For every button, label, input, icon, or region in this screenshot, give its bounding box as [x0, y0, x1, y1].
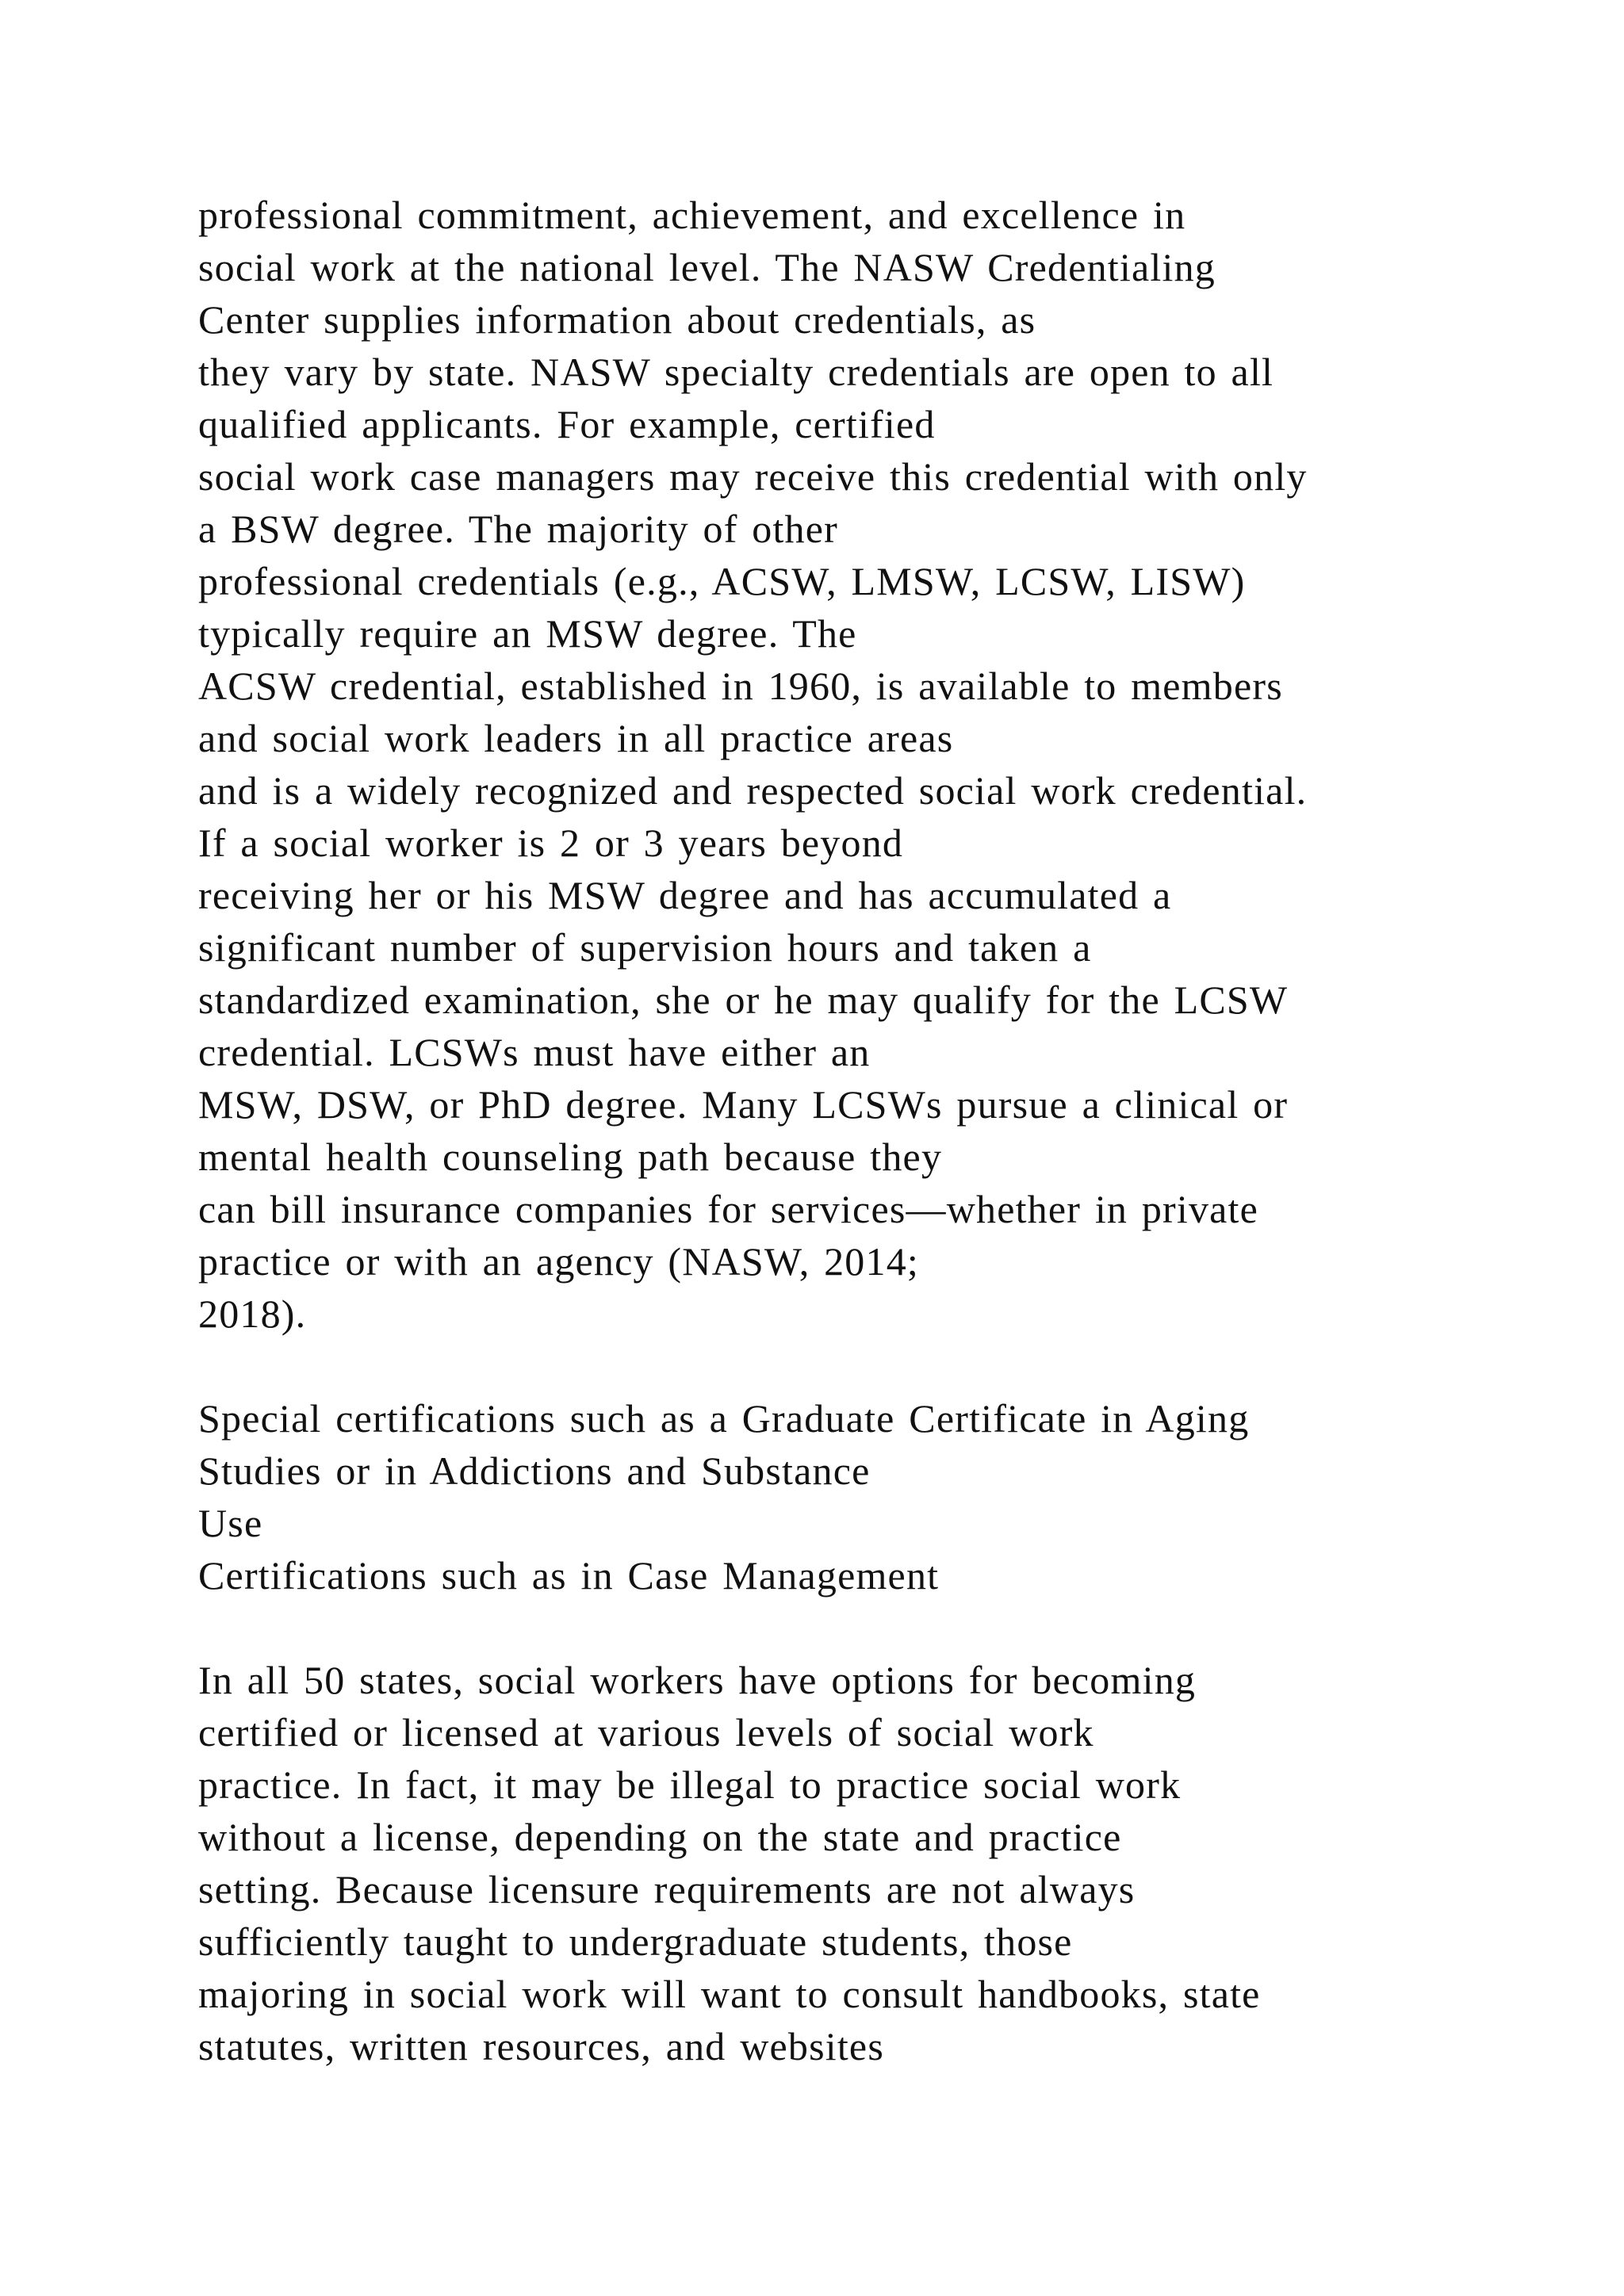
paragraph-spacer — [198, 1601, 1546, 1654]
text-line: In all 50 states, social workers have options for becoming — [198, 1658, 1197, 1702]
text-line: mental health counseling path because they — [198, 1135, 943, 1179]
text-line: Center supplies information about credentials, as — [198, 297, 1036, 342]
text-line: typically require an MSW degree. The — [198, 611, 857, 656]
text-line: professional credentials (e.g., ACSW, LMSW, LCSW, LISW) — [198, 559, 1246, 603]
text-line: standardized examination, she or he may qualify for the LCSW — [198, 978, 1289, 1022]
text-line: Studies or in Addictions and Substance — [198, 1448, 871, 1493]
text-line: and is a widely recognized and respected social work credential. — [198, 768, 1308, 813]
text-line: can bill insurance companies for services—whether in private — [198, 1187, 1259, 1231]
text-line: certified or licensed at various levels of social work — [198, 1710, 1094, 1755]
text-line: qualified applicants. For example, certified — [198, 402, 936, 446]
text-line: If a social worker is 2 or 3 years beyond — [198, 821, 904, 865]
text-line: credential. LCSWs must have either an — [198, 1030, 871, 1074]
text-line: 2018). — [198, 1292, 307, 1336]
text-line: practice or with an agency (NASW, 2014; — [198, 1239, 919, 1284]
text-line: Use — [198, 1501, 263, 1545]
text-line: significant number of supervision hours and taken a — [198, 925, 1092, 970]
text-line: sufficiently taught to undergraduate students, those — [198, 1919, 1073, 1964]
paragraph-credentials — [198, 189, 1546, 1340]
text-line: they vary by state. NASW specialty credentials are open to all — [198, 350, 1274, 394]
text-line: without a license, depending on the state and practice — [198, 1815, 1122, 1859]
text-line: Special certifications such as a Graduate Certificate in Aging — [198, 1396, 1250, 1441]
paragraph-licensure — [198, 1654, 1546, 2072]
text-line: statutes, written resources, and websites — [198, 2024, 884, 2068]
text-line: majoring in social work will want to consult handbooks, state — [198, 1972, 1261, 2016]
text-line: professional commitment, achievement, and excellence in — [198, 193, 1186, 237]
document-body — [198, 189, 1546, 2072]
text-line: social work case managers may receive this credential with only — [198, 454, 1308, 499]
text-line: ACSW credential, established in 1960, is available to members — [198, 664, 1283, 708]
text-line: and social work leaders in all practice areas — [198, 716, 954, 760]
paragraph-certifications — [198, 1392, 1546, 1601]
text-line: practice. In fact, it may be illegal to practice social work — [198, 1762, 1182, 1807]
text-line: a BSW degree. The majority of other — [198, 507, 838, 551]
paragraph-spacer — [198, 1340, 1546, 1392]
text-line: setting. Because licensure requirements are not always — [198, 1867, 1136, 1911]
text-line: MSW, DSW, or PhD degree. Many LCSWs pursue a clinical or — [198, 1082, 1289, 1127]
text-line: receiving her or his MSW degree and has accumulated a — [198, 873, 1172, 917]
text-line: Certifications such as in Case Management — [198, 1553, 940, 1598]
text-line: social work at the national level. The NASW Credentialing — [198, 245, 1216, 289]
